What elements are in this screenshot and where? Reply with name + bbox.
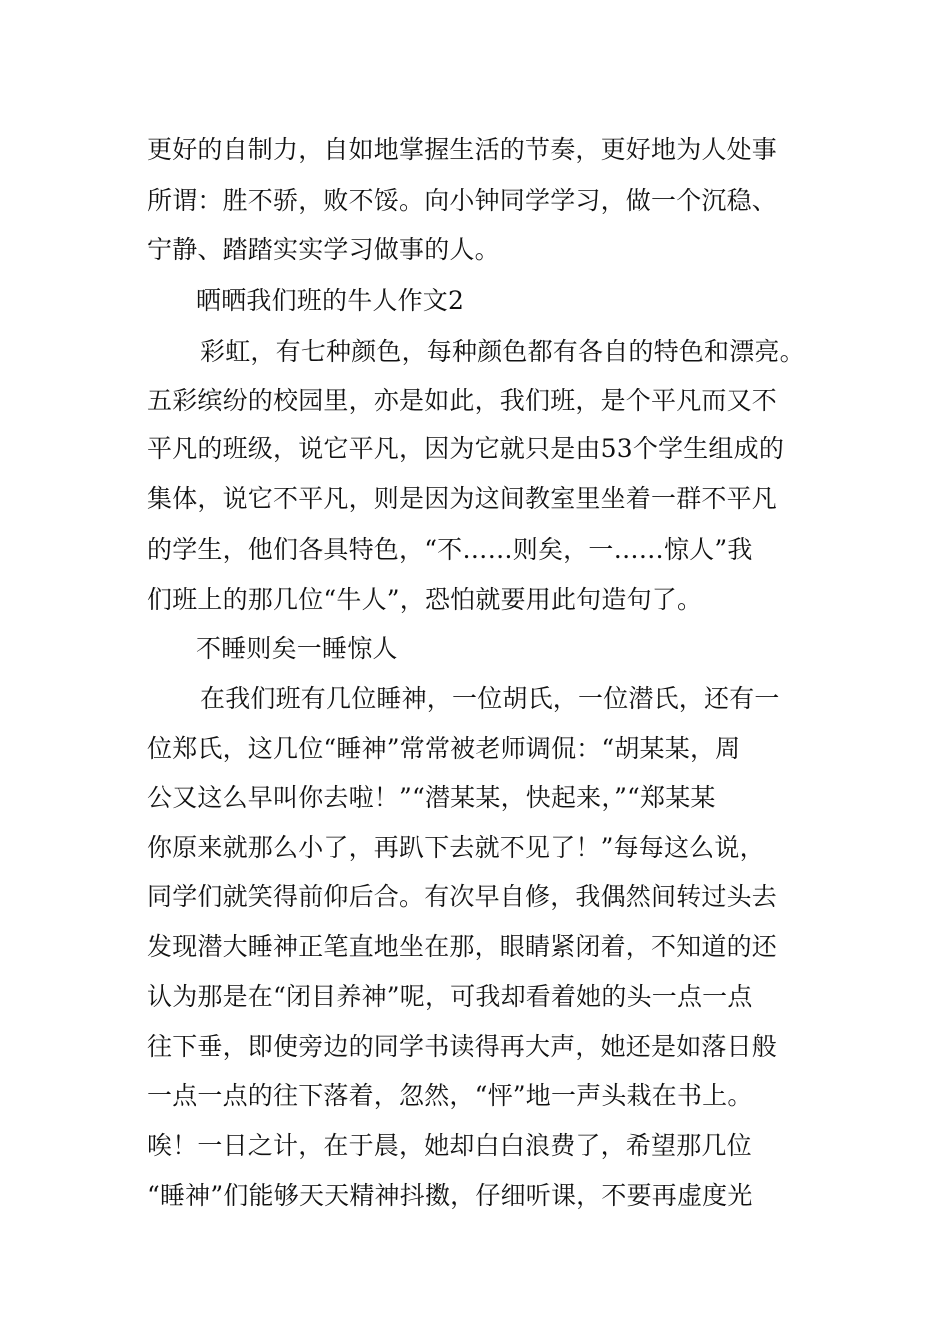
- text-line: 宁静、踏踏实实学习做事的人。: [147, 235, 500, 264]
- section-heading: 晒晒我们班的牛人作文2: [196, 286, 465, 315]
- text-line: 唉！一日之计，在于晨，她却白白浪费了，希望那几位: [147, 1131, 752, 1160]
- text-line: 公又这么早叫你去啦！”“潜某某，快起来，”“郑某某: [147, 783, 716, 812]
- text-line: 位郑氏，这几位“睡神”常常被老师调侃：“胡某某，周: [147, 734, 741, 763]
- text-line: 一点一点的往下落着，忽然，“怦”地一声头栽在书上。: [147, 1081, 753, 1110]
- text-line: 同学们就笑得前仰后合。有次早自修，我偶然间转过头去: [147, 882, 778, 911]
- text-line: 集体，说它不平凡，则是因为这间教室里坐着一群不平凡: [147, 484, 778, 513]
- text-line: 更好的自制力，自如地掌握生活的节奏，更好地为人处事: [147, 135, 778, 164]
- text-line: 你原来就那么小了，再趴下去就不见了！”每每这么说，: [147, 833, 765, 862]
- text-line: “睡神”们能够天天精神抖擞，仔细听课，不要再虚度光: [147, 1181, 753, 1210]
- text-line: 的学生，他们各具特色，“不……则矣，一……惊人”我: [147, 535, 753, 564]
- section-heading: 不睡则矣一睡惊人: [196, 634, 398, 663]
- text-line: 发现潜大睡神正笔直地坐在那，眼睛紧闭着，不知道的还: [147, 932, 778, 961]
- text-line: 往下垂，即使旁边的同学书读得再大声，她还是如落日般: [147, 1032, 778, 1061]
- text-line: 所谓：胜不骄，败不馁。向小钟同学学习，做一个沉稳、: [147, 186, 778, 215]
- text-line: 认为那是在“闭目养神”呢，可我却看着她的头一点一点: [147, 982, 753, 1011]
- text-line: 在我们班有几位睡神，一位胡氏，一位潜氏，还有一: [200, 684, 780, 713]
- text-line: 彩虹，有七种颜色，每种颜色都有各自的特色和漂亮。: [200, 337, 805, 366]
- text-line: 们班上的那几位“牛人”，恐怕就要用此句造句了。: [147, 585, 703, 614]
- text-line: 五彩缤纷的校园里，亦是如此，我们班，是个平凡而又不: [147, 386, 778, 415]
- text-line: 平凡的班级，说它平凡，因为它就只是由53个学生组成的: [147, 434, 785, 463]
